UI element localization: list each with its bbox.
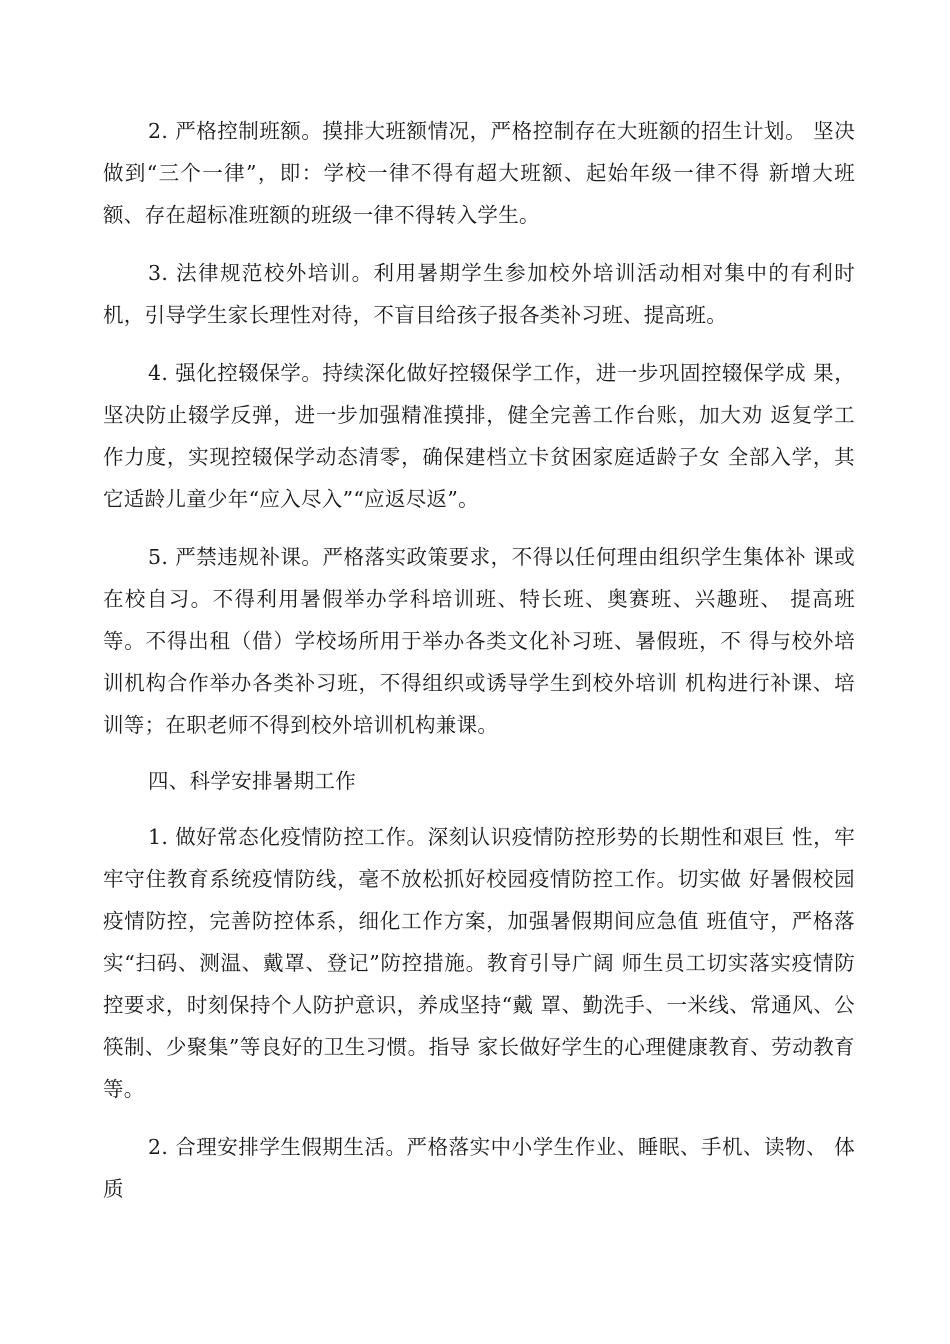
paragraph-off-campus-training: 3. 法律规范校外培训。利用暑期学生参加校外培训活动相对集中的有利时 机，引导学生家长理性对待，不盲目给孩子报各类补习班、提高班。 <box>103 261 855 327</box>
document-page <box>103 110 855 1210</box>
paragraph-vacation-life: 2. 合理安排学生假期生活。严格落实中小学生作业、睡眠、手机、读物、 体质 <box>103 1135 855 1201</box>
paragraph-epidemic-prevention: 1. 做好常态化疫情防控工作。深刻认识疫情防控形势的长期性和艰巨 性，牢牢守住教育系统疫情防线，毫不放松抓好校园疫情防控工作。切实做 好暑假校园疫情防控，完善防控体系，细化工作方案，加强暑假期间应急值 班值守，严格落实“扫码、测温、戴罩、登记”防控措施。教育引导广阔 师生员工切实落实疫情防控要求，时刻保持个人防护意识，养成坚持“戴 罩、勤洗手、一米线、常通风、公筷制、少聚集”等良好的卫生习惯。指导 家长做好学生的心理健康教育、劳动教育等。 <box>103 825 855 1101</box>
paragraph-dropout-control: 4. 强化控辍保学。持续深化做好控辍保学工作，进一步巩固控辍保学成 果，坚决防止辍学反弹，进一步加强精准摸排，健全完善工作台账，加大劝 返复学工作力度，实现控辍保学动态清零，确保建档立卡贫困家庭适龄子女 全部入学，其它适龄儿童少年“应入尽入”“应返尽返”。 <box>103 361 855 511</box>
paragraph-no-illegal-tutoring: 5. 严禁违规补课。严格落实政策要求，不得以任何理由组织学生集体补 课或在校自习。不得利用暑假举办学科培训班、特长班、奥赛班、兴趣班、 提高班等。不得出租（借）学校场所用于举办各类文化补习班、暑假班，不 得与校外培训机构合作举办各类补习班，不得组织或诱导学生到校外培训 机构进行补课、培训等；在职老师不得到校外培训机构兼课。 <box>103 545 855 737</box>
paragraph-class-size-control: 2. 严格控制班额。摸排大班额情况，严格控制存在大班额的招生计划。 坚决做到“三个一律”，即：学校一律不得有超大班额、起始年级一律不得 新增大班额、存在超标准班额的班级一律不得转入学生。 <box>103 119 855 227</box>
section-heading: 四、科学安排暑期工作 <box>148 769 356 793</box>
